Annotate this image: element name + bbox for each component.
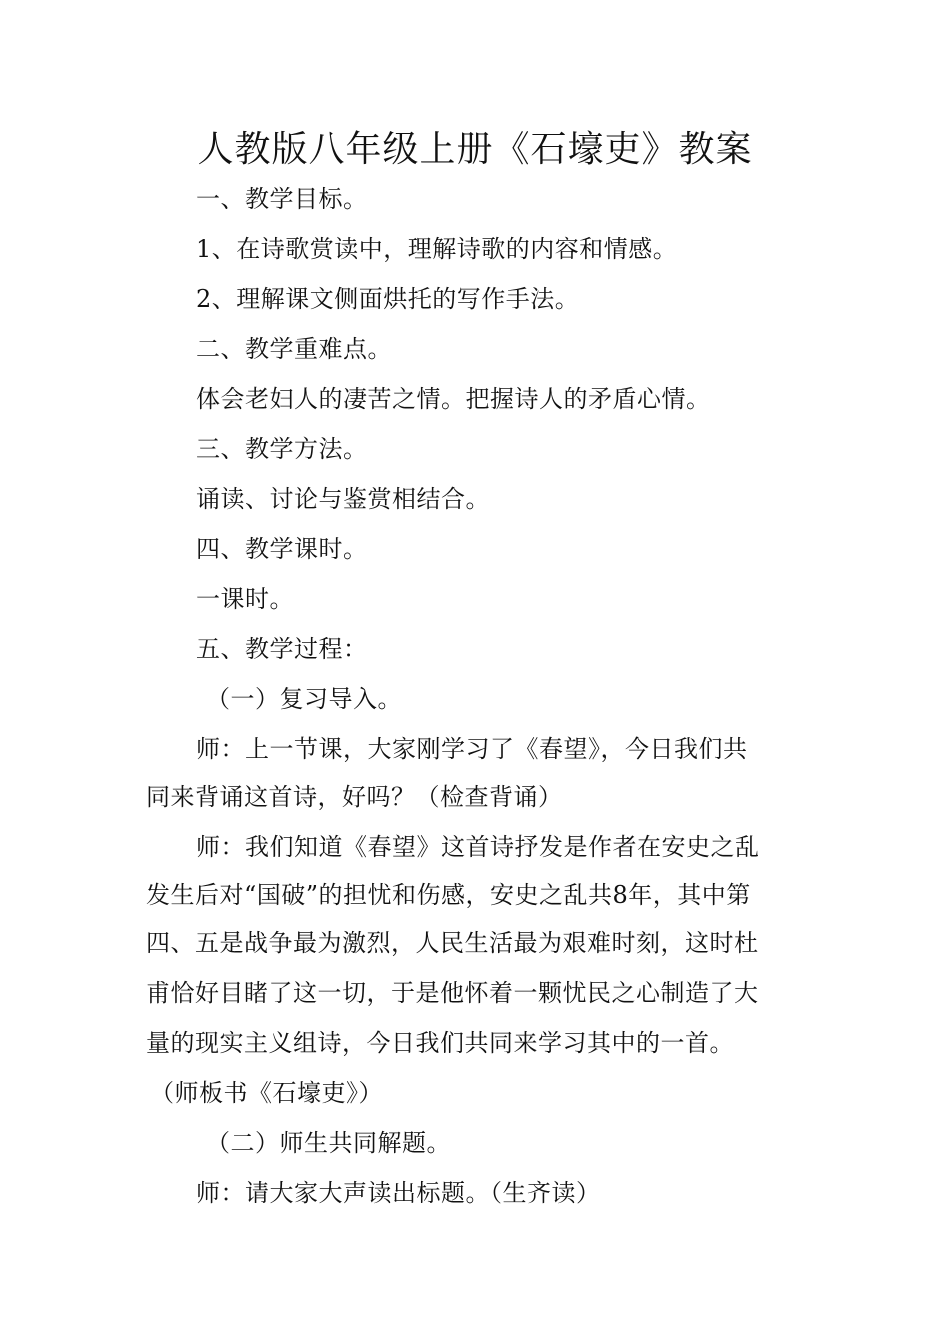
- paragraph-line: 量的现实主义组诗，今日我们共同来学习其中的一首。: [146, 1029, 734, 1057]
- paragraph-line: 四、五是战争最为激烈，人民生活最为艰难时刻，这时杜: [146, 929, 759, 957]
- section-heading-process: 五、教学过程：: [196, 635, 368, 663]
- document-title: 人教版八年级上册《石壕吏》教案: [197, 129, 753, 170]
- paragraph-line: 发生后对“国破”的担忧和伤感，安史之乱共8年，其中第: [146, 881, 751, 909]
- paragraph-line: 师：我们知道《春望》这首诗抒发是作者在安史之乱: [196, 833, 760, 861]
- section-heading-key-points: 二、教学重难点。: [196, 335, 392, 363]
- subsection-heading-title-analysis: （二）师生共同解题。: [206, 1129, 451, 1157]
- section-heading-objectives: 一、教学目标。: [196, 185, 368, 213]
- paragraph-line: 师：上一节课，大家刚学习了《春望》，今日我们共: [196, 735, 748, 763]
- section-heading-methods: 三、教学方法。: [196, 435, 368, 463]
- objective-item-1: 1、在诗歌赏读中，理解诗歌的内容和情感。: [196, 235, 678, 263]
- objective-item-2: 2、理解课文侧面烘托的写作手法。: [196, 285, 580, 313]
- methods-text: 诵读、讨论与鉴赏相结合。: [196, 485, 490, 513]
- class-hours-text: 一课时。: [196, 585, 294, 613]
- subsection-heading-review: （一）复习导入。: [206, 685, 402, 713]
- paragraph-line: （师板书《石壕吏》）: [150, 1079, 383, 1107]
- section-heading-class-hours: 四、教学课时。: [196, 535, 368, 563]
- paragraph-line: 甫恰好目睹了这一切，于是他怀着一颗忧民之心制造了大: [146, 979, 759, 1007]
- paragraph-line: 同来背诵这首诗，好吗？（检查背诵）: [146, 783, 563, 811]
- key-points-text: 体会老妇人的凄苦之情。把握诗人的矛盾心情。: [196, 385, 711, 413]
- paragraph-line: 师：请大家大声读出标题。（生齐读）: [196, 1179, 601, 1207]
